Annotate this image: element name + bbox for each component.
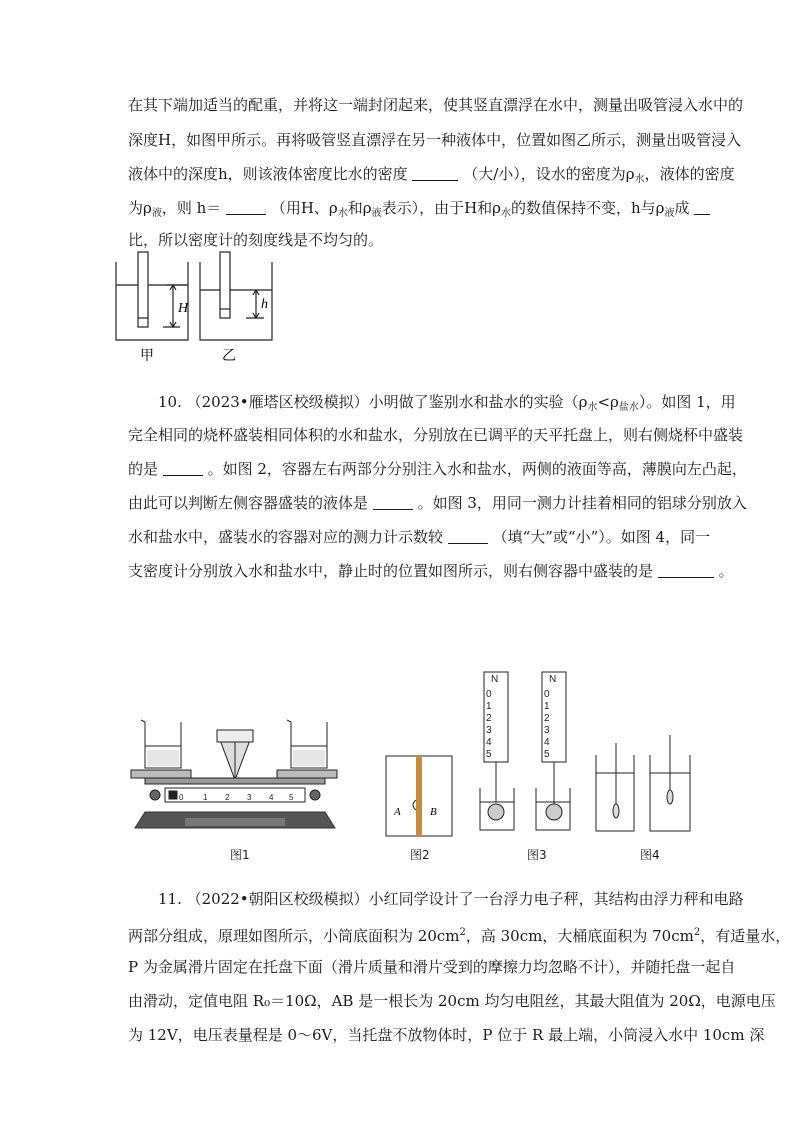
hydrometer-beaker-left <box>596 755 634 831</box>
balance-tick-1: 1 <box>203 793 208 802</box>
q9-line-1: 在其下端加适当的配重，并将这一端封闭起来，使其竖直漂浮在水中，测量出吸管浸入水中的 <box>128 96 744 114</box>
svg-text:3: 3 <box>544 725 550 736</box>
fig3-caption: 图3 <box>527 848 547 862</box>
label-A: A <box>394 806 401 818</box>
svg-text:2: 2 <box>486 713 492 724</box>
fig3-spring-scales <box>470 662 590 840</box>
svg-text:4: 4 <box>486 737 492 748</box>
q11-line-1: 11. （2022•朝阳区校级模拟）小红同学设计了一台浮力电子秤，其结构由浮力秤和电路 <box>158 890 744 908</box>
q10-line-5: 水和盐水中，盛装水的容器对应的测力计示数较 （填“大”或“小”）。如图 4，同一 <box>128 528 711 546</box>
q10-line-4: 由此可以判断左侧容器盛装的液体是 。如图 3，用同一测力计挂着相同的铝球分别放入 <box>128 494 747 512</box>
q10-line-3: 的是 。如图 2，容器左右两部分分别注入水和盐水，两侧的液面等高，薄膜向左凸起， <box>128 460 747 478</box>
balance-tick-4: 4 <box>269 793 274 802</box>
answer-blank-6[interactable] <box>448 529 488 544</box>
answer-blank-1[interactable] <box>412 166 458 181</box>
fig1-balance <box>125 700 345 865</box>
fig1-caption: 图1 <box>230 848 250 862</box>
svg-text:2: 2 <box>544 713 550 724</box>
straw-jia <box>138 252 148 327</box>
straw-figure <box>108 250 298 365</box>
svg-text:4: 4 <box>544 737 550 748</box>
q10-line-2: 完全相同的烧杯盛装相同体积的水和盐水，分别放在已调平的天平托盘上，则右侧烧杯中盛装 <box>128 426 744 444</box>
svg-text:5: 5 <box>486 749 492 760</box>
label-yi: 乙 <box>222 348 236 364</box>
q9-line-5: 比，所以密度计的刻度线是不均匀的。 <box>128 231 384 249</box>
svg-text:3: 3 <box>486 725 492 736</box>
q11-line-3: P 为金属滑片固定在托盘下面（滑片质量和滑片受到的摩擦力均忽略不计），并随托盘一起自 <box>128 958 736 976</box>
q10-line-1: 10. （2023•雁塔区校级模拟）小明做了鉴别水和盐水的实验$(\rho_水<\rho_{盐水})$。如图 1，用 <box>158 393 736 413</box>
label-H: H <box>178 301 189 316</box>
q11-line-4: 由滑动，定值电阻 R₀＝10Ω，AB 是一根长为 20cm 均匀电阻丝，其最大阻值为 20Ω，电源电压 <box>128 992 776 1010</box>
answer-blank-4[interactable] <box>163 461 203 476</box>
balance-tick-5: 5 <box>289 793 294 802</box>
balance-tick-2: 2 <box>225 793 230 802</box>
svg-text:1: 1 <box>544 701 550 712</box>
answer-blank-5[interactable] <box>373 495 413 510</box>
q10-line-6: 支密度计分别放入水和盐水中，静止时的位置如图所示，则右侧容器中盛装的是 。 <box>128 562 734 580</box>
svg-text:0: 0 <box>544 689 550 700</box>
label-B: B <box>430 806 437 818</box>
fig4-caption: 图4 <box>640 848 660 862</box>
straw-yi <box>220 252 230 318</box>
svg-text:5: 5 <box>544 749 550 760</box>
label-h: h <box>261 297 268 312</box>
q9-line-3: 液体中的深度h，则该液体密度比水的密度 （大/小），设水的密度为$\rho_水$，液体的密度 <box>128 165 735 185</box>
label-jia: 甲 <box>140 348 154 364</box>
q11-line-2: 两部分组成，原理如图所示，小筒底面积为 $20cm^2$，高 30cm，大桶底面积为 $70cm^2$，有适量水， <box>128 927 791 945</box>
balance-tick-3: 3 <box>247 793 252 802</box>
fig2-container <box>380 750 460 840</box>
fig4-hydrometers <box>590 735 700 835</box>
fig2-caption: 图2 <box>410 848 430 862</box>
balance-tick-0: 0 <box>179 793 184 802</box>
answer-blank-3[interactable] <box>694 200 710 215</box>
label-N-right: N <box>549 674 557 685</box>
label-N-left: N <box>491 674 499 685</box>
answer-blank-7[interactable] <box>658 563 714 578</box>
q9-line-2: 深度H，如图甲所示。再将吸管竖直漂浮在另一种液体中，位置如图乙所示，测量出吸管浸入 <box>128 131 742 149</box>
answer-blank-2[interactable] <box>226 200 266 215</box>
q9-line-4: 为$\rho_液$，则 h＝ （用H、$\rho_水$和$\rho_液$表示），由于H和$\rho_水$的数值保持不变，h与$\rho_液$成 <box>128 198 710 224</box>
q11-line-5: 为 12V，电压表量程是 0～6V，当托盘不放物体时，P 位于 R 最上端，小筒浸入水中 10cm 深 <box>128 1026 765 1044</box>
svg-text:0: 0 <box>486 689 492 700</box>
svg-text:1: 1 <box>486 701 492 712</box>
